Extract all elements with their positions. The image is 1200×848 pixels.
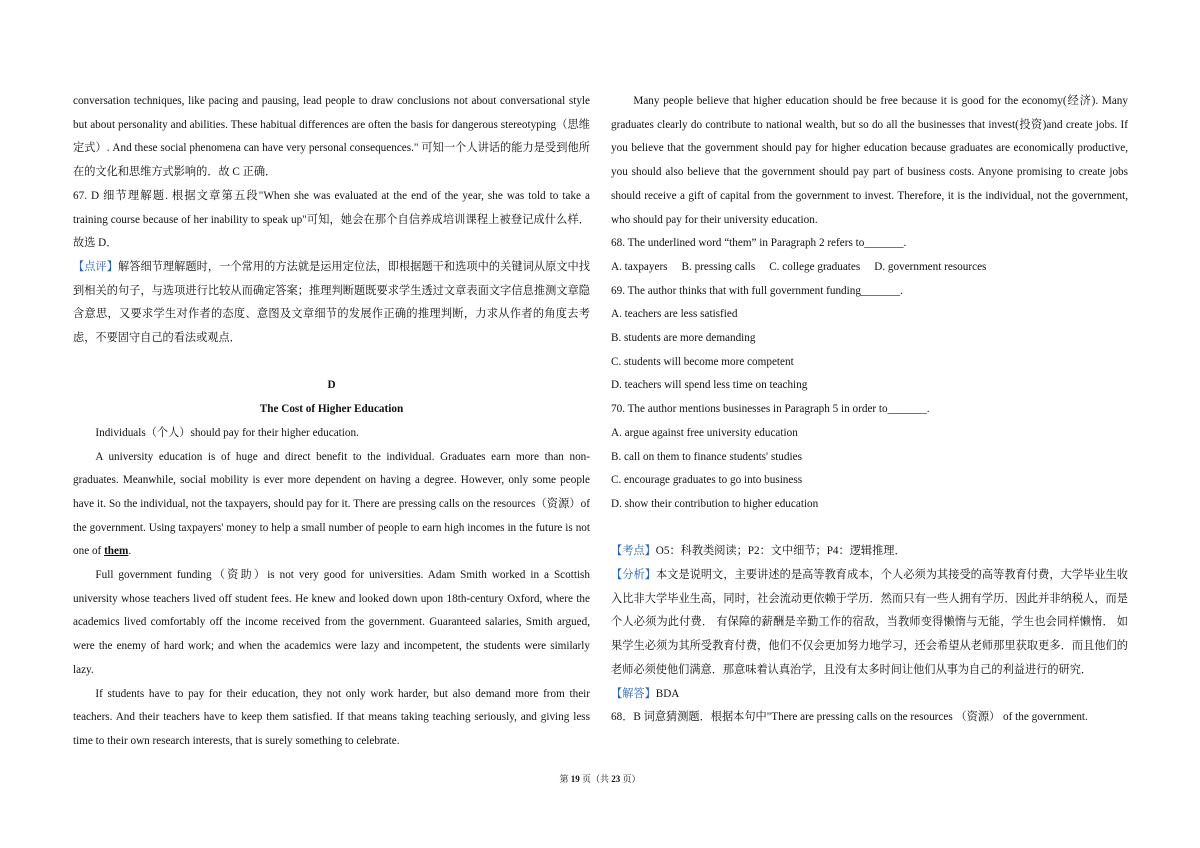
option-69-d: D. teachers will spend less time on teaching [611,379,808,392]
option-69-c: C. students will become more competent [611,355,794,368]
answer-explanation-67: 67. D 细节理解题. 根据文章第五段"When she was evaluated at the end of the year, she was told to take a training course because of her inability to speak up"可知，她会在那个自信养成培训课程上被登记成什么样．故选 D． [73,189,590,250]
option-70-c: C. encourage graduates to go into business [611,474,803,487]
comment-text: 解答细节理解题时，一个常用的方法就是运用定位法，即根据题干和选项中的关键词从原文中找到相关的句子，与选项进行比较从而确定答案；推理判断题既要求学生透过文章表面文字信息推测文章隐含意思，又要求学生对作者的态度、意图及文章细节的发展作正确的推理判断，力求从作者的角度去考虑，不要固守自己的看法或观点． [73,260,590,345]
knowledge-point-tag: 【考点】 [611,545,656,558]
explanation-68: 68．B 词意猜测题．根据本句中"There are pressing calls on the resources （资源） of the government. [611,711,1088,724]
paragraph-2-text: A university education is of huge and direct benefit to the individual. Graduates earn more than non-graduates. Meanwhile, social mobility is ever more dependent on having a degree. However, only some people have it. So the individual, not the taxpayers, should pay for it. There are pressing calls on the resources（资源）of the government. Using taxpayers' money to help a small number of people to earn high incomes in the future is not one of [73,450,590,558]
answer [611,683,1128,707]
passage-paragraph-4: If students have to pay for their education, they not only work harder, but also demand more from their teachers. And their teachers have to keep them satisfied. If that means taking teaching seriously, and giving less time to their own research interests, that is surely something to celebrate. [73,687,590,747]
page-total: 23 [611,774,621,784]
knowledge-point [611,540,1128,564]
footer-suffix: 页） [620,774,641,784]
option-69-b: B. students are more demanding [611,332,756,345]
option-68-d: D. government resources [874,260,987,273]
underlined-word: them [104,545,129,558]
passage-paragraph-5: Many people believe that higher education should be free because it is good for the economy(经济). Many graduates clearly do contribute to national wealth, but so do all the businesses that invest(投资)and create jobs. If you believe that the government should pay for higher education because graduates are economically productive, you should also believe that the government should pay part of business costs. Anyone promising to create jobs should receive a gift of capital from the government to invest. Therefore, it is the individual, not the government, who should pay for their university education. [611,95,1128,226]
question-68-options [611,256,1128,280]
option-68-c: C. college graduates [769,260,861,273]
option-70-b: B. call on them to finance students' studies [611,450,802,463]
question-68: 68. The underlined word “them” in Paragraph 2 refers to_______. [611,237,907,250]
question-69: 69. The author thinks that with full government funding_______. [611,284,903,297]
option-70-d: D. show their contribution to higher education [611,497,819,510]
page-footer [0,772,1200,785]
page-number: 19 [570,774,580,784]
section-letter: D [327,379,336,392]
option-68-a: A. taxpayers [611,260,668,273]
comment-paragraph [73,256,590,351]
answer-explanation-66: conversation techniques, like pacing and pausing, lead people to draw conclusions not about conversational style but about personality and abilities. These habitual differences are often the basis for dangerous stereotyping（思维定式）. And these social phenomena can have very personal consequences." 可知一个人讲话的能力是受到他所在的文化和思维方式影响的．故 C 正确． [73,95,590,179]
answer-text: BDA [655,687,680,700]
passage-paragraph-3: Full government funding（资助）is not very good for universities. Adam Smith worked in a Scottish university whose teachers lived off student fees. He knew and looked down upon 18th-century Oxford, where the academics lived comfortably off the income received from the government. Guaranteed salaries, Smith argued, were the enemy of hard work; and when the academics were lazy and incompetent, the students were similarly lazy. [73,569,590,676]
footer-prefix: 第 [559,774,571,784]
spacer [73,351,590,375]
passage-paragraph-2 [73,446,590,565]
question-70: 70. The author mentions businesses in Paragraph 5 in order to_______. [611,403,930,416]
comment-tag: 【点评】 [73,260,118,273]
option-68-b: B. pressing calls [681,260,756,273]
paragraph-2-end: . [128,545,132,558]
passage-paragraph-1: Individuals（个人）should pay for their higher education. [95,426,359,439]
option-70-a: A. argue against free university education [611,426,798,439]
option-69-a: A. teachers are less satisfied [611,308,738,321]
analysis-text: 本文是说明文，主要讲述的是高等教育成本，个人必须为其接受的高等教育付费，大学毕业生收入比非大学毕业生高，同时，社会流动更依赖于学历．然而只有一些人拥有学历．因此并非纳税人，而是个人必须为此付费． 有保障的薪酬是辛勤工作的宿敌，当教师变得懒惰与无能，学生也会同样懒惰． 如果学生必须为其所受教育付费，他们不仅会更加努力地学习，还会希望从老师那里获取更多．而且他们的老师必须使他们满意．那意味着认真治学，且没有太多时间让他们从事为自己的利益进行的研究． [611,569,1128,676]
knowledge-point-text: O5：科教类阅读；P2：文中细节；P4：逻辑推理． [655,545,906,558]
answer-tag: 【解答】 [611,687,656,700]
right-column [611,90,1128,730]
analysis [611,564,1128,683]
passage-title: The Cost of Higher Education [259,403,404,416]
analysis-tag: 【分析】 [611,569,656,582]
footer-middle: 页（共 [579,774,612,784]
left-column [73,90,590,754]
spacer [611,517,1128,541]
